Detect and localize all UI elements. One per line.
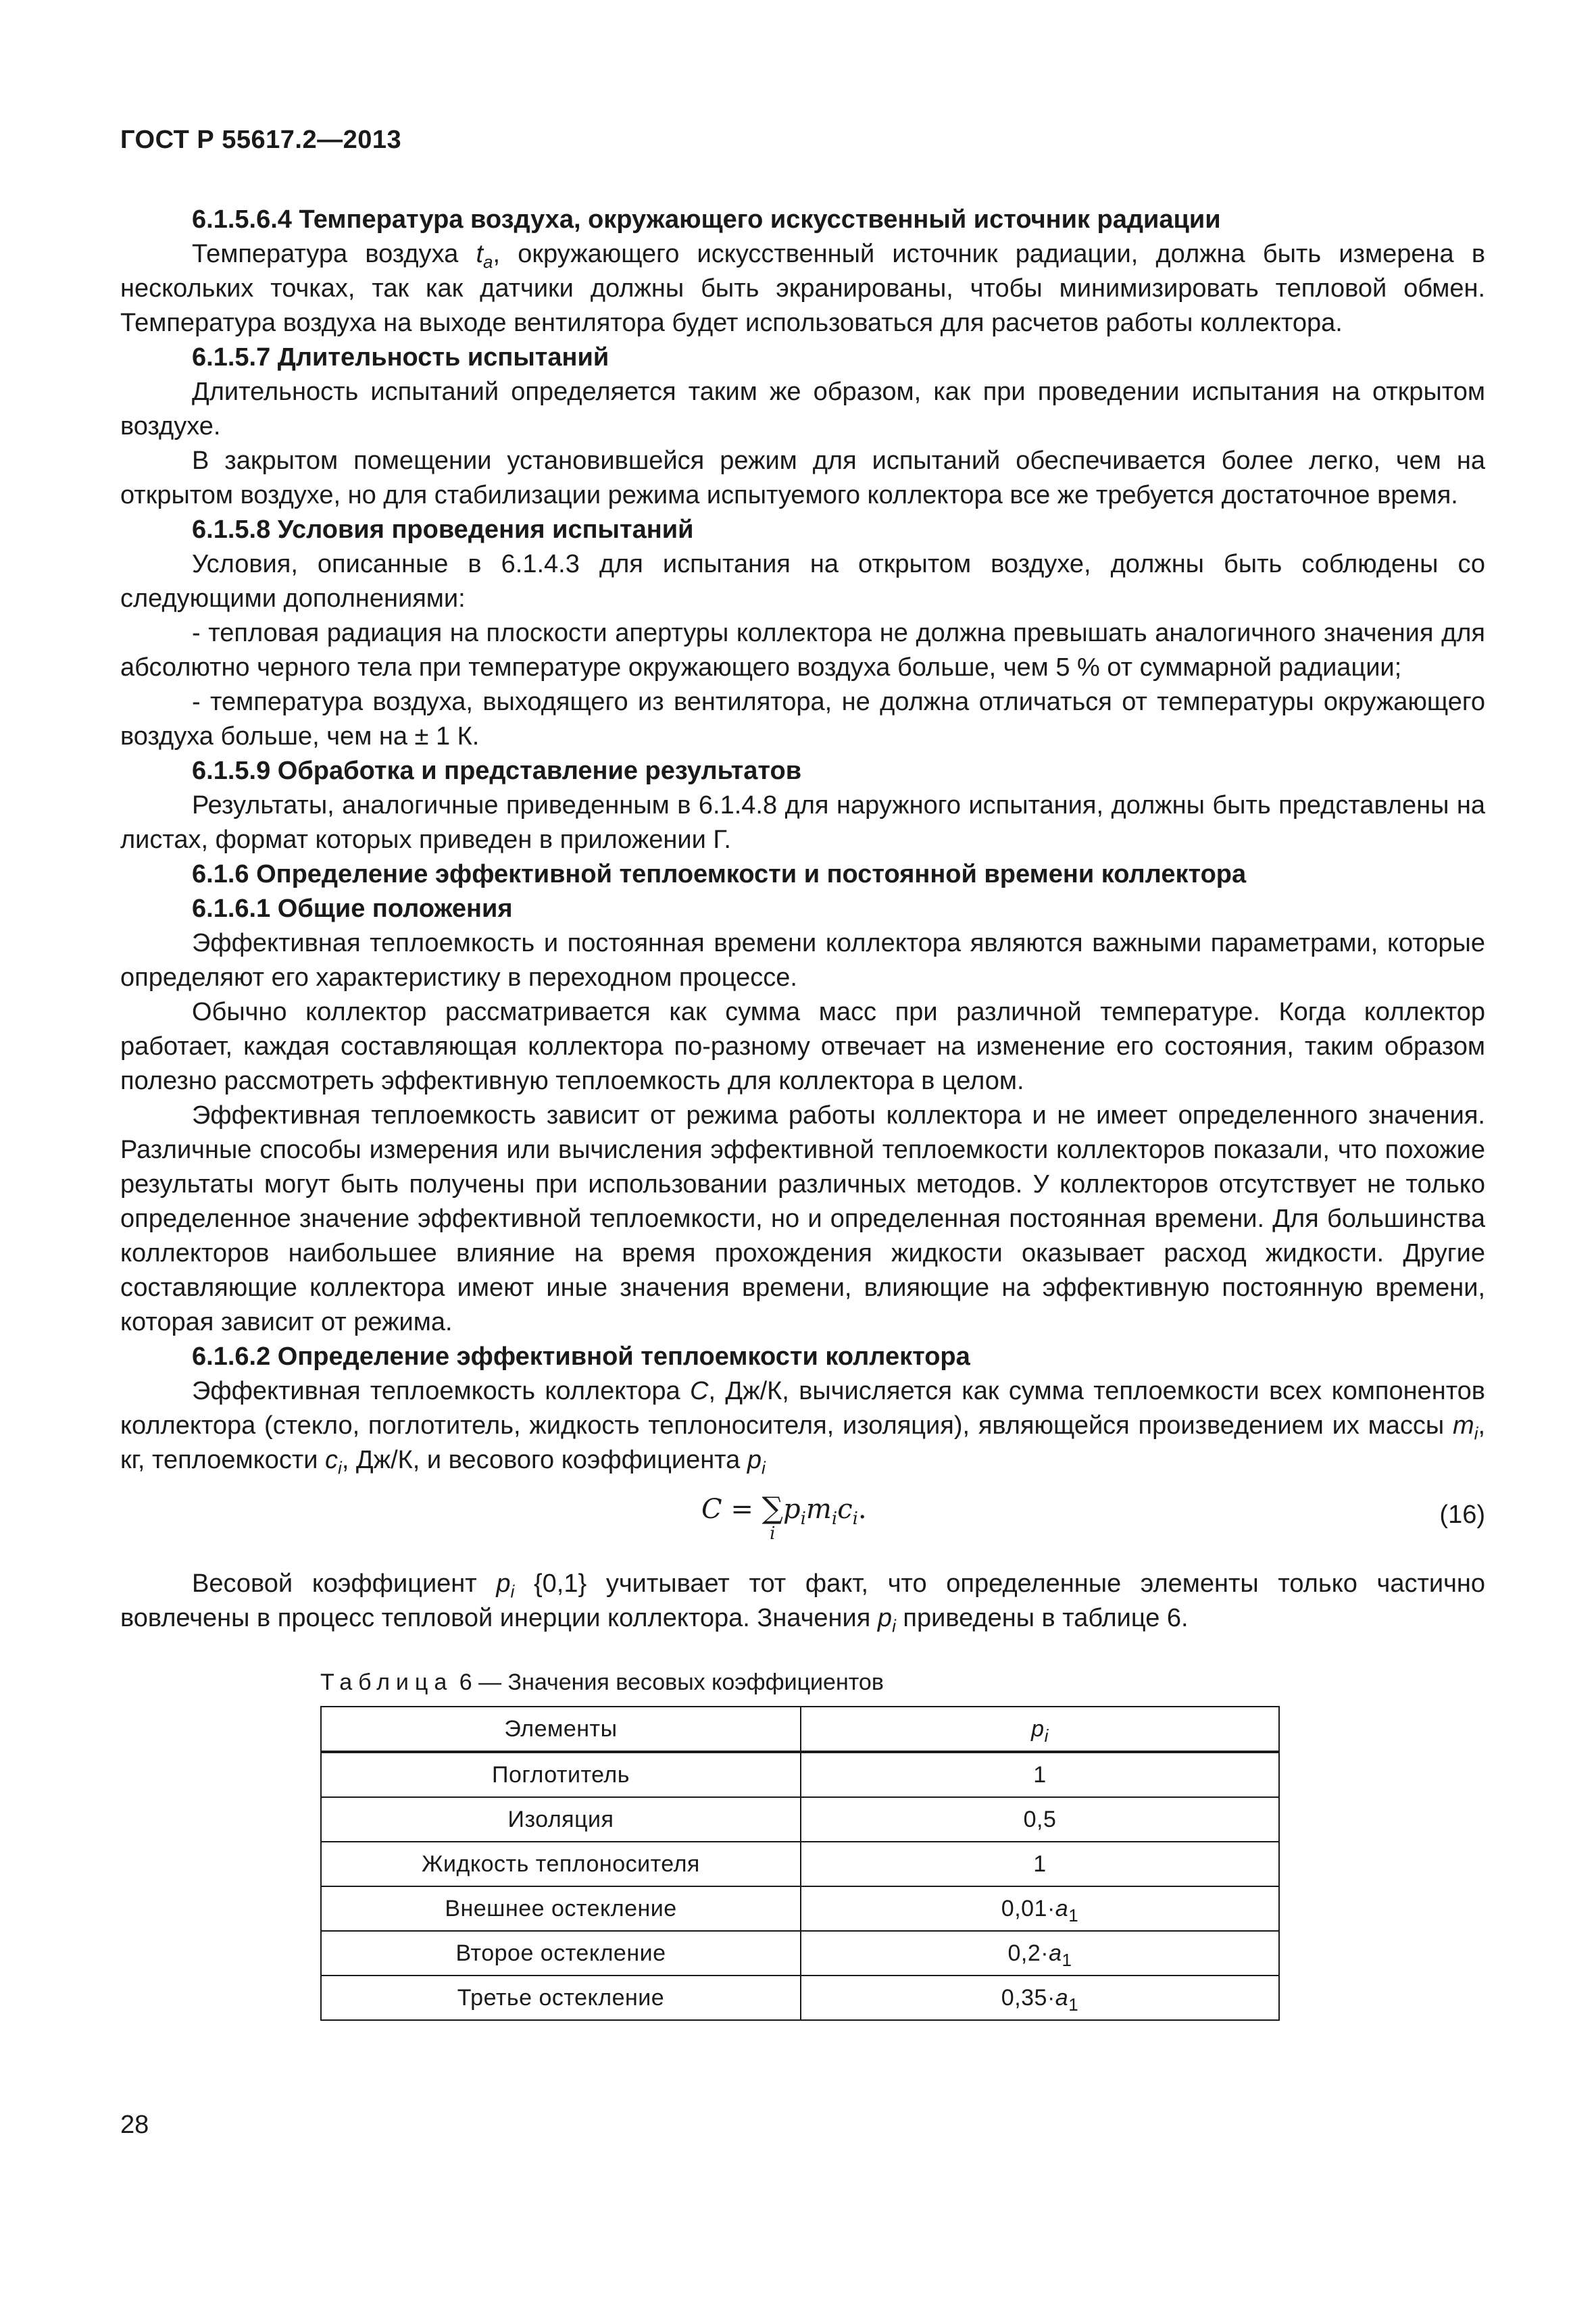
value-cell: $0,01\cdot a_1$ — [801, 1886, 1279, 1931]
formula-16 — [120, 1486, 1485, 1567]
paragraph: Условия, описанные в 6.1.4.3 для испытания на открытом воздухе, должны быть соблюдены со следующими дополнениями: — [120, 550, 1485, 613]
heading-6-1-6: 6.1.6 Определение эффективной теплоемкости и постоянной времени коллектора — [192, 860, 1247, 888]
table-row — [321, 1976, 1279, 2020]
weight-coefficients-table — [320, 1706, 1280, 2021]
column-header-pi: $p_i$ — [801, 1707, 1279, 1752]
paragraph: Результаты, аналогичные приведенным в 6.1.4.8 для наружного испытания, должны быть представлены на листах, формат которых приведен в приложении Г. — [120, 791, 1485, 854]
list-item: - температура воздуха, выходящего из вентилятора, не должна отличаться от температуры окружающего воздуха больше, чем на ± 1 К. — [120, 688, 1485, 751]
value-cell: 0,5 — [801, 1797, 1279, 1842]
list-item: - тепловая радиация на плоскости апертуры коллектора не должна превышать аналогичного значения для абсолютно черного тела при температуре окружающего воздуха больше, чем 5 % от суммарной радиации; — [120, 619, 1485, 682]
table-row — [321, 1886, 1279, 1931]
element-cell: Поглотитель — [321, 1752, 801, 1797]
table-row — [321, 1931, 1279, 1976]
element-cell: Изоляция — [321, 1797, 801, 1842]
table-row — [321, 1752, 1279, 1797]
heading-6-1-5-7: 6.1.5.7 Длительность испытаний — [192, 343, 609, 372]
page-number: 28 — [120, 2111, 149, 2139]
value-cell: $0,35\cdot a_1$ — [801, 1976, 1279, 2020]
table-row — [321, 1842, 1279, 1886]
heading-6-1-5-9: 6.1.5.9 Обработка и представление результатов — [192, 757, 802, 785]
element-cell: Жидкость теплоносителя — [321, 1842, 801, 1886]
element-cell: Второе остекление — [321, 1931, 801, 1976]
paragraph: Эффективная теплоемкость и постоянная времени коллектора являются важными параметрами, которые определяют его характеристику в переходном процессе. — [120, 929, 1485, 992]
paragraph: Температура воздуха $t_a$, окружающего искусственный источник радиации, должна быть измерена в нескольких точках, так как датчики должны быть экранированы, чтобы минимизировать тепловой обмен. Температура воздуха на выходе вентилятора будет использоваться для расчетов работы коллектора. — [120, 240, 1486, 337]
element-cell: Внешнее остекление — [321, 1886, 801, 1931]
paragraph: Эффективная теплоемкость коллектора C, Дж/К, вычисляется как сумма теплоемкости всех компонентов коллектора (стекло, поглотитель, жидкость теплоносителя, изоляция), являющейся произведением их массы $m_i$, кг, теплоемкости $c_i$, Дж/К, и весового коэффициента $p_i$ — [120, 1377, 1485, 1478]
formula-expression: C = ∑ i $p_im_ic_i$. — [701, 1491, 867, 1544]
element-cell: Третье остекление — [321, 1976, 801, 2020]
heading-6-1-5-6-4: 6.1.5.6.4 Температура воздуха, окружающего искусственный источник радиации — [192, 205, 1221, 234]
document-code: ГОСТ Р 55617.2—2013 — [120, 126, 402, 154]
heading-6-1-5-8: 6.1.5.8 Условия проведения испытаний — [192, 515, 694, 544]
heading-6-1-6-1: 6.1.6.1 Общие положения — [192, 895, 513, 923]
paragraph: Обычно коллектор рассматривается как сумма масс при различной температуре. Когда коллектор работает, каждая составляющая коллектора по-разному отвечает на изменение его состояния, таким образом полезно рассмотреть эффективную теплоемкость для коллектора в целом. — [120, 998, 1485, 1095]
paragraph: Весовой коэффициент $p_i$ {0,1} учитывает тот факт, что определенные элементы только частично вовлечены в процесс тепловой инерции коллектора. Значения $p_i$ приведены в таблице 6. — [120, 1569, 1485, 1636]
formula-number: (16) — [1439, 1501, 1485, 1529]
paragraph: Эффективная теплоемкость зависит от режима работы коллектора и не имеет определенного значения. Различные способы измерения или вычисления эффективной теплоемкости коллекторов показали, что похожие результаты могут быть получены при использовании различных методов. У коллекторов отсутствует не только определенное значение эффективной теплоемкости, но и определенная постоянная времени. Для большинства коллекторов наибольшее влияние на время прохождения жидкости оказывает расход жидкости. Другие составляющие коллектора имеют иные значения времени, влияющие на эффективную постоянную времени, которая зависит от режима. — [120, 1101, 1485, 1336]
sum-symbol: ∑ i — [762, 1491, 783, 1544]
table-caption: Таблица 6 — Значения весовых коэффициентов — [320, 1669, 884, 1695]
paragraph: В закрытом помещении установившейся режим для испытаний обеспечивается более легко, чем на открытом воздухе, но для стабилизации режима испытуемого коллектора все же требуется достаточное время. — [120, 447, 1485, 509]
table-header-row — [321, 1707, 1279, 1752]
value-cell: 1 — [801, 1752, 1279, 1797]
value-cell: $0,2\cdot a_1$ — [801, 1931, 1279, 1976]
heading-6-1-6-2: 6.1.6.2 Определение эффективной теплоемкости коллектора — [192, 1342, 970, 1371]
column-header-elements: Элементы — [321, 1707, 801, 1752]
paragraph: Длительность испытаний определяется таким же образом, как при проведении испытания на открытом воздухе. — [120, 378, 1485, 441]
value-cell: 1 — [801, 1842, 1279, 1886]
table-row — [321, 1797, 1279, 1842]
document-body — [120, 203, 1485, 2021]
